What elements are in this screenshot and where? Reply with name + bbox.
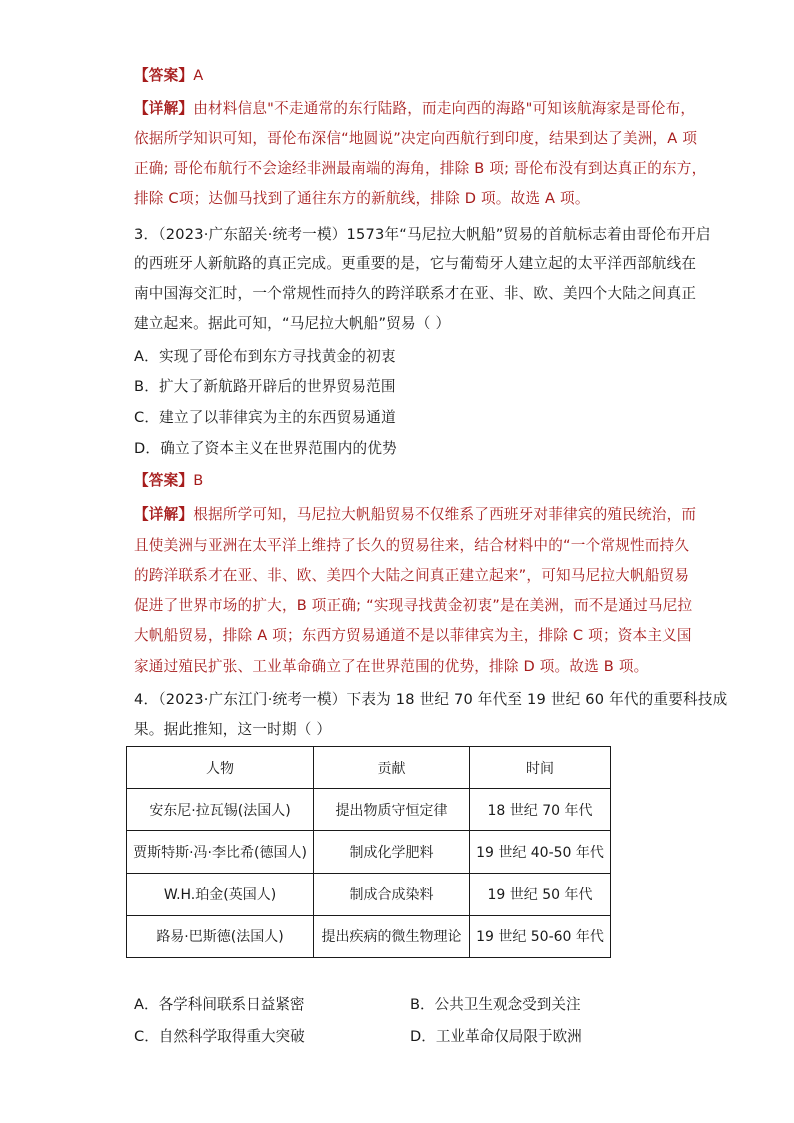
table-row xyxy=(127,831,611,873)
q3-explanation-line-2: 且使美洲与亚洲在太平洋上维持了长久的贸易往来，结合材料中的“一个常规性而持久 xyxy=(134,537,690,554)
answer-tag: 【答案】 xyxy=(134,472,194,489)
q3-answer: B xyxy=(193,472,204,489)
table-cell: 19 世纪 40-50 年代 xyxy=(470,831,611,873)
q2-explanation-line-1 xyxy=(134,99,694,119)
q4-stem-line-1: 4．（2023·广东江门·统考一模）下表为 18 世纪 70 年代至 19 世纪 60 年代的重要科技成 xyxy=(134,691,728,708)
table-cell: 19 世纪 50-60 年代 xyxy=(470,915,611,957)
detail-tag: 【详解】 xyxy=(134,506,194,523)
table-cell: 提出物质守恒定律 xyxy=(314,789,470,831)
table-cell: 制成合成染料 xyxy=(314,873,470,915)
q2-explanation-text: 由材料信息"不走通常的东行陆路，而走向西的海路"可知该航海家是哥伦布， xyxy=(193,100,696,117)
q2-explanation-line-3: 正确; 哥伦布航行不会途经非洲最南端的海角，排除 B 项; 哥伦布没有到达真正的东方， xyxy=(134,160,707,177)
table-cell: 制成化学肥料 xyxy=(314,831,470,873)
q2-explanation-line-4: 排除 C项；达伽马找到了通往东方的新航线，排除 D 项。故选 A 项。 xyxy=(134,190,590,207)
q4-option-b: B．公共卫生观念受到关注 xyxy=(410,996,581,1013)
q3-option-c: C．建立了以菲律宾为主的东西贸易通道 xyxy=(134,409,396,426)
q3-stem-line-3: 南中国海交汇时，一个常规性而持久的跨洋联系才在亚、非、欧、美四个大陆之间真正 xyxy=(134,285,697,302)
q2-answer: A xyxy=(193,67,204,84)
table-cell: 贾斯特斯·冯·李比希(德国人) xyxy=(127,831,314,873)
table-cell: W.H.珀金(英国人) xyxy=(127,873,314,915)
q3-explanation-line-5: 大帆船贸易，排除 A 项；东西方贸易通道不是以菲律宾为主，排除 C 项；资本主义国 xyxy=(134,627,692,644)
table-header-cell: 时间 xyxy=(470,747,611,789)
q2-explanation-line-2: 依据所学知识可知，哥伦布深信“地圆说”决定向西航行到印度，结果到达了美洲，A 项 xyxy=(134,130,698,147)
table-row xyxy=(127,873,611,915)
q3-explanation-line-6: 家通过殖民扩张、工业革命确立了在世界范围的优势，排除 D 项。故选 B 项。 xyxy=(134,658,649,675)
q3-explanation-text: 根据所学可知，马尼拉大帆船贸易不仅维系了西班牙对菲律宾的殖民统治，而 xyxy=(193,506,697,523)
detail-tag: 【详解】 xyxy=(134,100,194,117)
table-header-cell: 贡献 xyxy=(314,747,470,789)
q3-stem-line-2: 的西班牙人新航路的真正完成。更重要的是，它与葡萄牙人建立起的太平洋西部航线在 xyxy=(134,255,697,272)
table-header-row xyxy=(127,747,611,789)
table-cell: 19 世纪 50 年代 xyxy=(470,873,611,915)
table-cell: 路易·巴斯德(法国人) xyxy=(127,915,314,957)
table-header-cell: 人物 xyxy=(127,747,314,789)
q3-explanation-line-1 xyxy=(134,505,697,525)
q3-option-d: D．确立了资本主义在世界范围内的优势 xyxy=(134,440,397,457)
q2-answer-line xyxy=(134,66,694,86)
q4-option-d: D．工业革命仅局限于欧洲 xyxy=(410,1028,582,1045)
q3-stem-line-1: 3．（2023·广东韶关·统考一模）1573年“马尼拉大帆船”贸易的首航标志着由哥伦布开启 xyxy=(134,226,711,243)
q3-option-b: B．扩大了新航路开辟后的世界贸易范围 xyxy=(134,378,396,395)
answer-tag: 【答案】 xyxy=(134,67,194,84)
table-row xyxy=(127,915,611,957)
q4-option-c: C．自然科学取得重大突破 xyxy=(134,1028,305,1045)
achievements-table xyxy=(126,746,611,958)
q3-explanation-line-4: 促进了世界市场的扩大，B 项正确; “实现寻找黄金初衷”是在美洲，而不是通过马尼拉 xyxy=(134,597,693,614)
q3-answer-line xyxy=(134,471,694,491)
q4-stem-line-2: 果。据此推知，这一时期（ ） xyxy=(134,721,332,738)
table-cell: 提出疾病的微生物理论 xyxy=(314,915,470,957)
table-cell: 安东尼·拉瓦锡(法国人) xyxy=(127,789,314,831)
q3-option-a: A．实现了哥伦布到东方寻找黄金的初衷 xyxy=(134,348,396,365)
q3-stem-line-4: 建立起来。据此可知，“马尼拉大帆船”贸易（ ） xyxy=(134,315,451,332)
table-row xyxy=(127,789,611,831)
table-cell: 18 世纪 70 年代 xyxy=(470,789,611,831)
q3-explanation-line-3: 的跨洋联系才在亚、非、欧、美四个大陆之间真正建立起来”，可知马尼拉大帆船贸易 xyxy=(134,567,690,584)
q4-option-a: A．各学科间联系日益紧密 xyxy=(134,996,305,1013)
